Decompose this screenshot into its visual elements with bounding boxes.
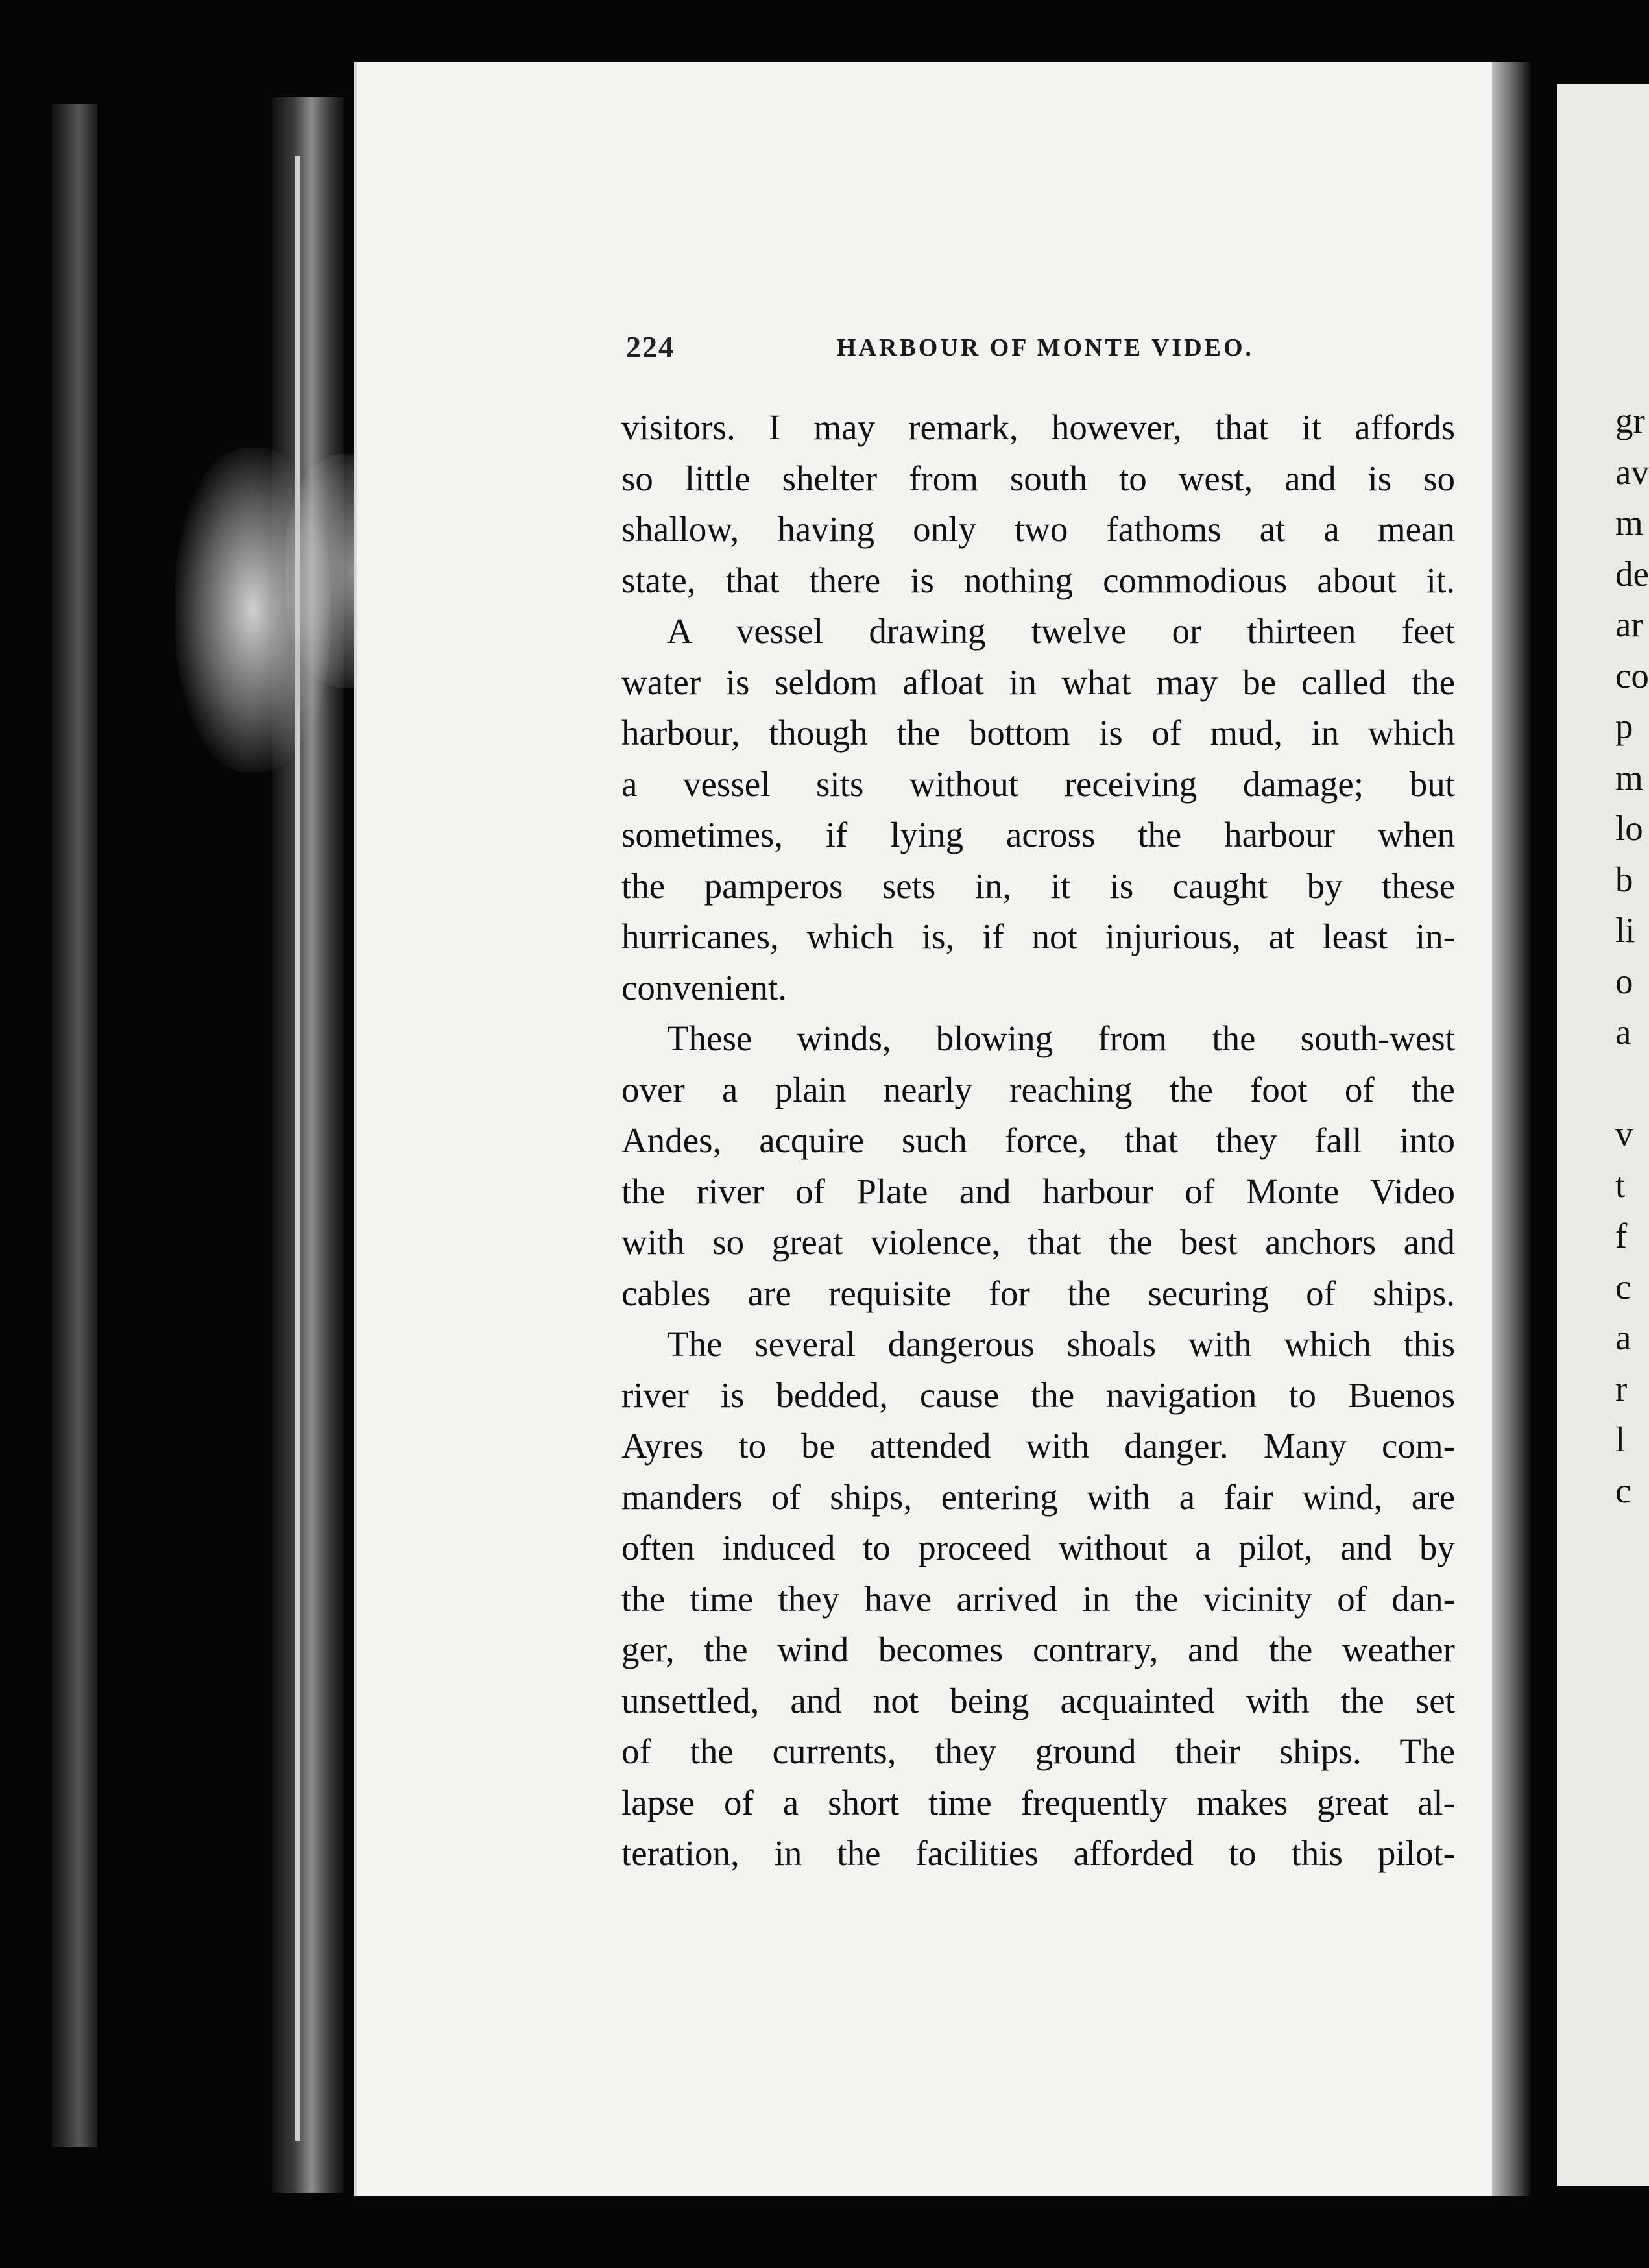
text-line: state, that there is nothing commodious about it.	[621, 560, 1455, 600]
text-line: convenient.	[621, 967, 788, 1007]
facing-fragment: l	[1615, 1419, 1626, 1459]
text-line: These winds, blowing from the south-west	[667, 1019, 1455, 1058]
facing-fragment	[1615, 1058, 1649, 1109]
facing-fragment: co	[1615, 655, 1649, 695]
facing-fragment: lo	[1615, 808, 1643, 848]
text-line: cables are requisite for the securing of ships.	[621, 1273, 1455, 1313]
text-line: water is seldom afloat in what may be called the	[621, 662, 1455, 702]
text-line: teration, in the facilities afforded to this pilot-	[621, 1833, 1455, 1873]
text-line: lapse of a short time frequently makes great al-	[621, 1782, 1455, 1822]
facing-fragment: c	[1615, 1470, 1631, 1510]
spine-highlight	[295, 156, 300, 2141]
text-line: a vessel sits without receiving damage; but	[621, 764, 1455, 804]
text-line: often induced to proceed without a pilot, and by	[621, 1528, 1455, 1567]
text-line: A vessel drawing twelve or thirteen feet	[667, 611, 1455, 651]
text-line: shallow, having only two fathoms at a mean	[621, 509, 1455, 549]
text-line: ger, the wind becomes contrary, and the weather	[621, 1630, 1455, 1669]
facing-fragment: gr	[1615, 401, 1645, 440]
facing-fragment: m	[1615, 503, 1643, 542]
facing-fragment: li	[1615, 910, 1635, 950]
page-gutter-shadow	[1492, 62, 1531, 2196]
running-head: HARBOUR OF MONTE VIDEO.	[837, 334, 1255, 361]
book-spine	[272, 97, 344, 2193]
text-line: with so great violence, that the best anchors and	[621, 1222, 1455, 1262]
facing-fragment: t	[1615, 1164, 1626, 1205]
facing-fragment: c	[1615, 1266, 1631, 1307]
facing-fragment: o	[1615, 961, 1633, 1001]
text-line: Ayres to be attended with danger. Many com-	[621, 1426, 1455, 1466]
text-line: hurricanes, which is, if not injurious, at least in-	[621, 917, 1455, 956]
text-line: The several dangerous shoals with which this	[667, 1324, 1455, 1364]
text-line: manders of ships, entering with a fair wind, are	[621, 1477, 1455, 1517]
text-line: of the currents, they ground their ships. The	[621, 1731, 1455, 1771]
text-line: the time they have arrived in the vicinity of dan-	[621, 1578, 1455, 1619]
text-line: the pamperos sets in, it is caught by these	[621, 865, 1455, 906]
facing-fragment: m	[1615, 757, 1643, 797]
facing-page-text-fragments	[1615, 396, 1649, 1516]
page-header	[626, 330, 1456, 368]
page-number: 224	[626, 330, 675, 363]
text-line: river is bedded, cause the navigation to Buenos	[621, 1375, 1455, 1415]
facing-fragment: av	[1615, 452, 1649, 492]
facing-fragment: p	[1615, 706, 1633, 746]
facing-fragment: de	[1615, 553, 1649, 594]
facing-fragment: a	[1615, 1012, 1631, 1052]
page-body-text	[621, 402, 1455, 1879]
text-line: sometimes, if lying across the harbour when	[621, 815, 1455, 854]
facing-fragment: f	[1615, 1216, 1628, 1255]
text-line: visitors. I may remark, however, that it affords	[621, 407, 1455, 447]
facing-fragment: a	[1615, 1318, 1631, 1357]
text-line: over a plain nearly reaching the foot of the	[621, 1069, 1455, 1109]
text-line: the river of Plate and harbour of Monte Video	[621, 1171, 1455, 1211]
facing-fragment: r	[1615, 1368, 1628, 1408]
text-line: unsettled, and not being acquainted with the set	[621, 1680, 1455, 1720]
facing-fragment: ar	[1615, 605, 1643, 644]
facing-fragment: b	[1615, 859, 1633, 899]
text-line: so little shelter from south to west, and is so	[621, 458, 1455, 498]
text-line: harbour, though the bottom is of mud, in which	[621, 713, 1455, 753]
facing-fragment: v	[1615, 1114, 1633, 1153]
binding-edge	[52, 104, 97, 2147]
text-line: Andes, acquire such force, that they fall into	[621, 1120, 1455, 1160]
